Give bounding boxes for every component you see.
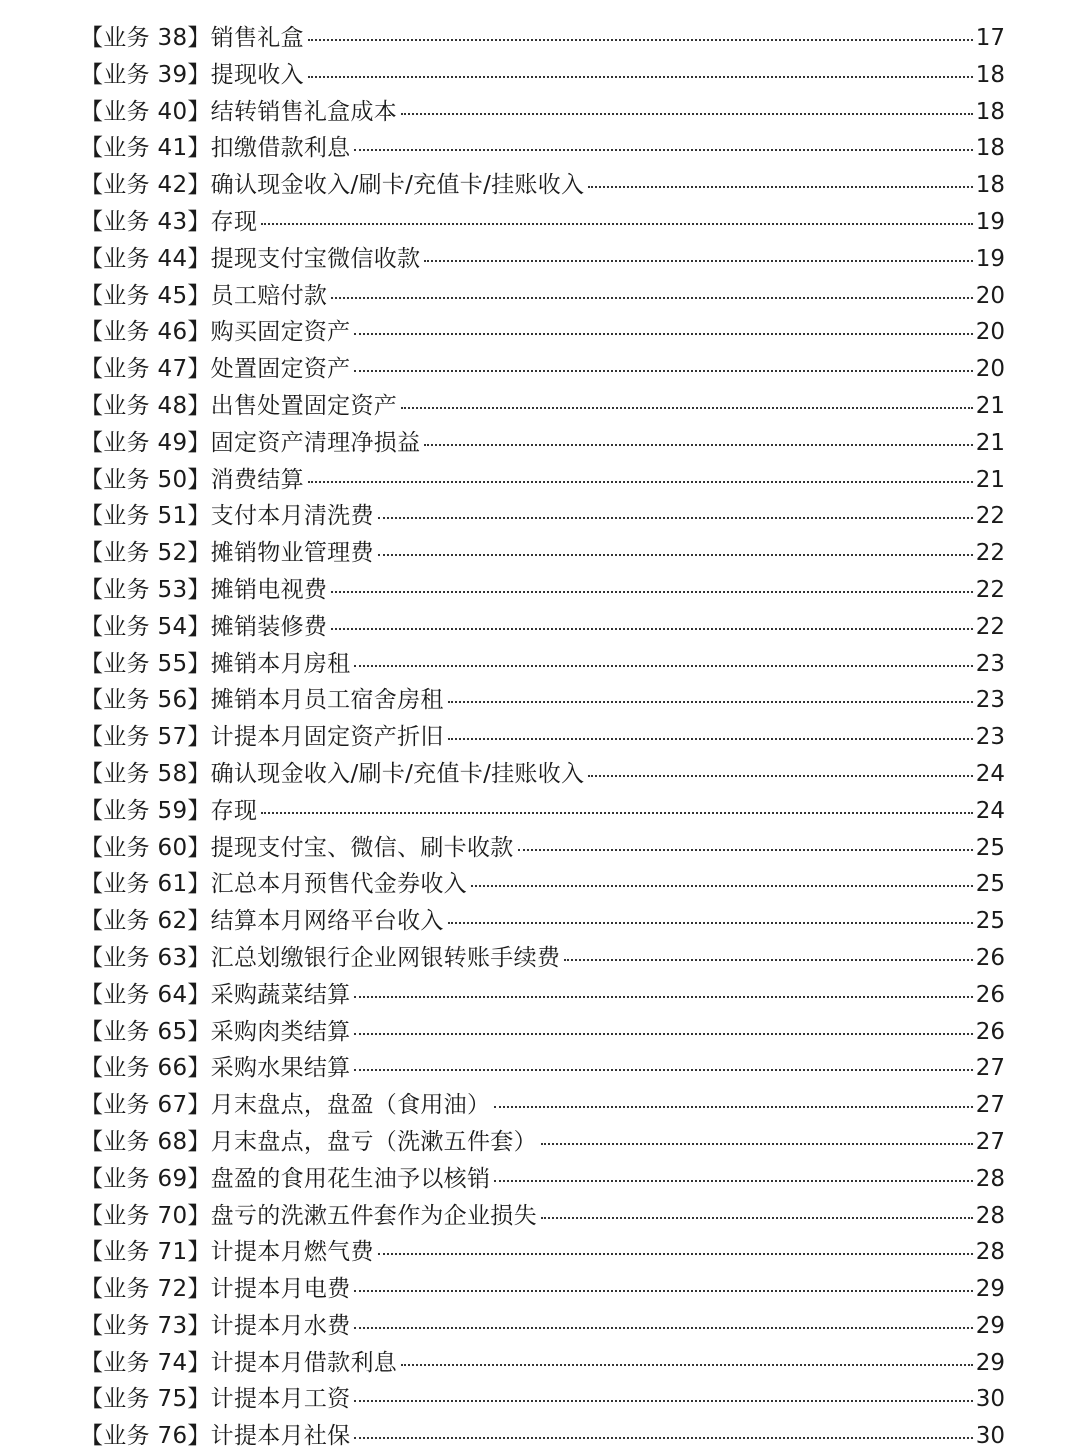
dot-leader <box>331 628 973 630</box>
toc-entry-title: 【业务 43】存现 <box>80 208 258 235</box>
toc-entry[interactable] <box>80 20 1005 57</box>
toc-entry[interactable] <box>80 278 1005 315</box>
dot-leader <box>448 701 973 703</box>
dot-leader <box>541 1217 973 1219</box>
toc-entry-title: 【业务 70】盘亏的洗漱五件套作为企业损失 <box>80 1202 537 1229</box>
dot-leader <box>354 665 972 667</box>
toc-entry-page-number: 23 <box>975 724 1005 751</box>
toc-entry-title: 【业务 67】月末盘点，盘盈（食用油） <box>80 1092 491 1119</box>
toc-entry-title: 【业务 58】确认现金收入/刷卡/充值卡/挂账收入 <box>80 760 585 787</box>
toc-entry-page-number: 20 <box>975 356 1005 383</box>
dot-leader <box>471 885 973 887</box>
dot-leader <box>378 517 973 519</box>
toc-entry[interactable] <box>80 719 1005 756</box>
toc-entry-title: 【业务 68】月末盘点，盘亏（洗漱五件套） <box>80 1128 537 1155</box>
toc-entry-title: 【业务 56】摊销本月员工宿舍房租 <box>80 687 444 714</box>
toc-entry-page-number: 29 <box>975 1276 1005 1303</box>
toc-entry[interactable] <box>80 1271 1005 1308</box>
toc-entry-page-number: 23 <box>975 687 1005 714</box>
dot-leader <box>308 39 973 41</box>
toc-entry[interactable] <box>80 940 1005 977</box>
dot-leader <box>448 922 973 924</box>
dot-leader <box>424 260 972 262</box>
toc-entry-page-number: 20 <box>975 319 1005 346</box>
toc-entry-title: 【业务 50】消费结算 <box>80 466 304 493</box>
toc-entry-title: 【业务 62】结算本月网络平台收入 <box>80 908 444 935</box>
toc-entry-title: 【业务 57】计提本月固定资产折旧 <box>80 724 444 751</box>
dot-leader <box>354 1327 972 1329</box>
toc-entry[interactable] <box>80 756 1005 793</box>
toc-entry-title: 【业务 60】提现支付宝、微信、刷卡收款 <box>80 834 514 861</box>
toc-entry[interactable] <box>80 388 1005 425</box>
toc-entry-title: 【业务 53】摊销电视费 <box>80 576 328 603</box>
toc-entry-page-number: 22 <box>975 576 1005 603</box>
toc-entry-page-number: 22 <box>975 613 1005 640</box>
toc-entry-title: 【业务 51】支付本月清洗费 <box>80 503 374 530</box>
toc-entry[interactable] <box>80 682 1005 719</box>
dot-leader <box>331 591 973 593</box>
toc-entry[interactable] <box>80 57 1005 94</box>
toc-entry-title: 【业务 55】摊销本月房租 <box>80 650 351 677</box>
toc-entry-page-number: 18 <box>975 98 1005 125</box>
toc-entry[interactable] <box>80 793 1005 830</box>
toc-entry-page-number: 21 <box>975 429 1005 456</box>
toc-entry-page-number: 26 <box>975 1018 1005 1045</box>
toc-entry-title: 【业务 39】提现收入 <box>80 61 304 88</box>
toc-entry-title: 【业务 59】存现 <box>80 797 258 824</box>
dot-leader <box>564 959 973 961</box>
dot-leader <box>518 849 973 851</box>
toc-entry-page-number: 22 <box>975 503 1005 530</box>
toc-entry-title: 【业务 54】摊销装修费 <box>80 613 328 640</box>
toc-entry-page-number: 28 <box>975 1239 1005 1266</box>
toc-entry-title: 【业务 64】采购蔬菜结算 <box>80 981 351 1008</box>
toc-entry-page-number: 19 <box>975 208 1005 235</box>
toc-entry-page-number: 24 <box>975 760 1005 787</box>
toc-entry-page-number: 27 <box>975 1128 1005 1155</box>
toc-entry-title: 【业务 41】扣缴借款利息 <box>80 135 351 162</box>
toc-entry-title: 【业务 71】计提本月燃气费 <box>80 1239 374 1266</box>
dot-leader <box>331 297 973 299</box>
dot-leader <box>261 812 972 814</box>
toc-entry[interactable] <box>80 866 1005 903</box>
toc-entry-page-number: 27 <box>975 1092 1005 1119</box>
dot-leader <box>401 1364 973 1366</box>
dot-leader <box>378 554 973 556</box>
toc-entry-page-number: 24 <box>975 797 1005 824</box>
toc-entry-title: 【业务 76】计提本月社保 <box>80 1423 351 1450</box>
toc-entry-title: 【业务 69】盘盈的食用花生油予以核销 <box>80 1165 491 1192</box>
toc-entry-page-number: 17 <box>975 25 1005 51</box>
dot-leader <box>354 1069 972 1071</box>
toc-entry-title: 【业务 63】汇总划缴银行企业网银转账手续费 <box>80 944 561 971</box>
dot-leader <box>378 1253 973 1255</box>
toc-entry-page-number: 29 <box>975 1349 1005 1376</box>
toc-entry[interactable] <box>80 1124 1005 1161</box>
dot-leader <box>401 407 973 409</box>
toc-entry-title: 【业务 73】计提本月水费 <box>80 1312 351 1339</box>
toc-entry-page-number: 28 <box>975 1202 1005 1229</box>
toc-entry[interactable] <box>80 1308 1005 1345</box>
toc-entry-page-number: 22 <box>975 540 1005 567</box>
dot-leader <box>494 1180 972 1182</box>
dot-leader <box>588 186 972 188</box>
toc-entry[interactable] <box>80 314 1005 351</box>
toc-entry[interactable] <box>80 977 1005 1014</box>
toc-entry-title: 【业务 75】计提本月工资 <box>80 1386 351 1413</box>
toc-entry-title: 【业务 74】计提本月借款利息 <box>80 1349 398 1376</box>
toc-entry[interactable] <box>80 572 1005 609</box>
toc-entry[interactable] <box>80 646 1005 683</box>
toc-entry-page-number: 19 <box>975 245 1005 272</box>
toc-entry[interactable] <box>80 94 1005 131</box>
toc-entry-title: 【业务 38】销售礼盒 <box>80 25 304 51</box>
toc-entry-page-number: 21 <box>975 392 1005 419</box>
toc-entry[interactable] <box>80 204 1005 241</box>
toc-entry[interactable] <box>80 830 1005 867</box>
dot-leader <box>308 481 973 483</box>
toc-entry[interactable] <box>80 498 1005 535</box>
toc-entry[interactable] <box>80 241 1005 278</box>
toc-entry-title: 【业务 65】采购肉类结算 <box>80 1018 351 1045</box>
toc-entry-title: 【业务 44】提现支付宝微信收款 <box>80 245 421 272</box>
dot-leader <box>354 1437 972 1439</box>
dot-leader <box>541 1143 973 1145</box>
dot-leader <box>354 1400 972 1402</box>
dot-leader <box>354 1290 972 1292</box>
toc-entry-title: 【业务 52】摊销物业管理费 <box>80 540 374 567</box>
toc-entry[interactable] <box>80 1345 1005 1382</box>
dot-leader <box>354 333 972 335</box>
dot-leader <box>424 444 972 446</box>
dot-leader <box>401 113 973 115</box>
toc-entry-page-number: 25 <box>975 871 1005 898</box>
toc-entry-page-number: 26 <box>975 981 1005 1008</box>
toc-entry[interactable] <box>80 1014 1005 1051</box>
toc-entry[interactable] <box>80 462 1005 499</box>
toc-entry[interactable] <box>80 351 1005 388</box>
toc-entry-page-number: 30 <box>975 1423 1005 1450</box>
toc-entry-page-number: 23 <box>975 650 1005 677</box>
toc-entry-title: 【业务 66】采购水果结算 <box>80 1055 351 1082</box>
toc-entry-title: 【业务 72】计提本月电费 <box>80 1276 351 1303</box>
dot-leader <box>354 996 972 998</box>
dot-leader <box>588 775 972 777</box>
toc-entry[interactable] <box>80 425 1005 462</box>
toc-entry-title: 【业务 48】出售处置固定资产 <box>80 392 398 419</box>
toc-entry[interactable] <box>80 1418 1005 1450</box>
toc-entry[interactable] <box>80 1234 1005 1271</box>
toc-entry-page-number: 25 <box>975 834 1005 861</box>
toc-entry[interactable] <box>80 167 1005 204</box>
toc-entry-page-number: 29 <box>975 1312 1005 1339</box>
toc-entry-page-number: 26 <box>975 944 1005 971</box>
toc-entry[interactable] <box>80 1198 1005 1235</box>
dot-leader <box>354 149 972 151</box>
dot-leader <box>448 738 973 740</box>
table-of-contents <box>80 20 1005 1450</box>
toc-entry[interactable] <box>80 609 1005 646</box>
toc-entry-page-number: 20 <box>975 282 1005 309</box>
dot-leader <box>354 370 972 372</box>
toc-entry-title: 【业务 42】确认现金收入/刷卡/充值卡/挂账收入 <box>80 172 585 199</box>
dot-leader <box>261 223 972 225</box>
dot-leader <box>354 1033 972 1035</box>
toc-entry-page-number: 30 <box>975 1386 1005 1413</box>
toc-entry[interactable] <box>80 1050 1005 1087</box>
toc-entry[interactable] <box>80 903 1005 940</box>
toc-entry-title: 【业务 61】汇总本月预售代金券收入 <box>80 871 467 898</box>
toc-entry-page-number: 28 <box>975 1165 1005 1192</box>
toc-entry-page-number: 21 <box>975 466 1005 493</box>
toc-entry[interactable] <box>80 1087 1005 1124</box>
toc-entry-title: 【业务 47】处置固定资产 <box>80 356 351 383</box>
toc-entry[interactable] <box>80 535 1005 572</box>
toc-entry-title: 【业务 40】结转销售礼盒成本 <box>80 98 398 125</box>
toc-entry-page-number: 18 <box>975 135 1005 162</box>
toc-entry-title: 【业务 45】员工赔付款 <box>80 282 328 309</box>
toc-entry-title: 【业务 49】固定资产清理净损益 <box>80 429 421 456</box>
toc-entry[interactable] <box>80 130 1005 167</box>
toc-entry-title: 【业务 46】购买固定资产 <box>80 319 351 346</box>
toc-entry-page-number: 27 <box>975 1055 1005 1082</box>
toc-entry-page-number: 18 <box>975 172 1005 199</box>
toc-entry[interactable] <box>80 1381 1005 1418</box>
toc-entry-page-number: 18 <box>975 61 1005 88</box>
toc-entry[interactable] <box>80 1161 1005 1198</box>
toc-entry-page-number: 25 <box>975 908 1005 935</box>
dot-leader <box>308 76 973 78</box>
dot-leader <box>494 1106 972 1108</box>
